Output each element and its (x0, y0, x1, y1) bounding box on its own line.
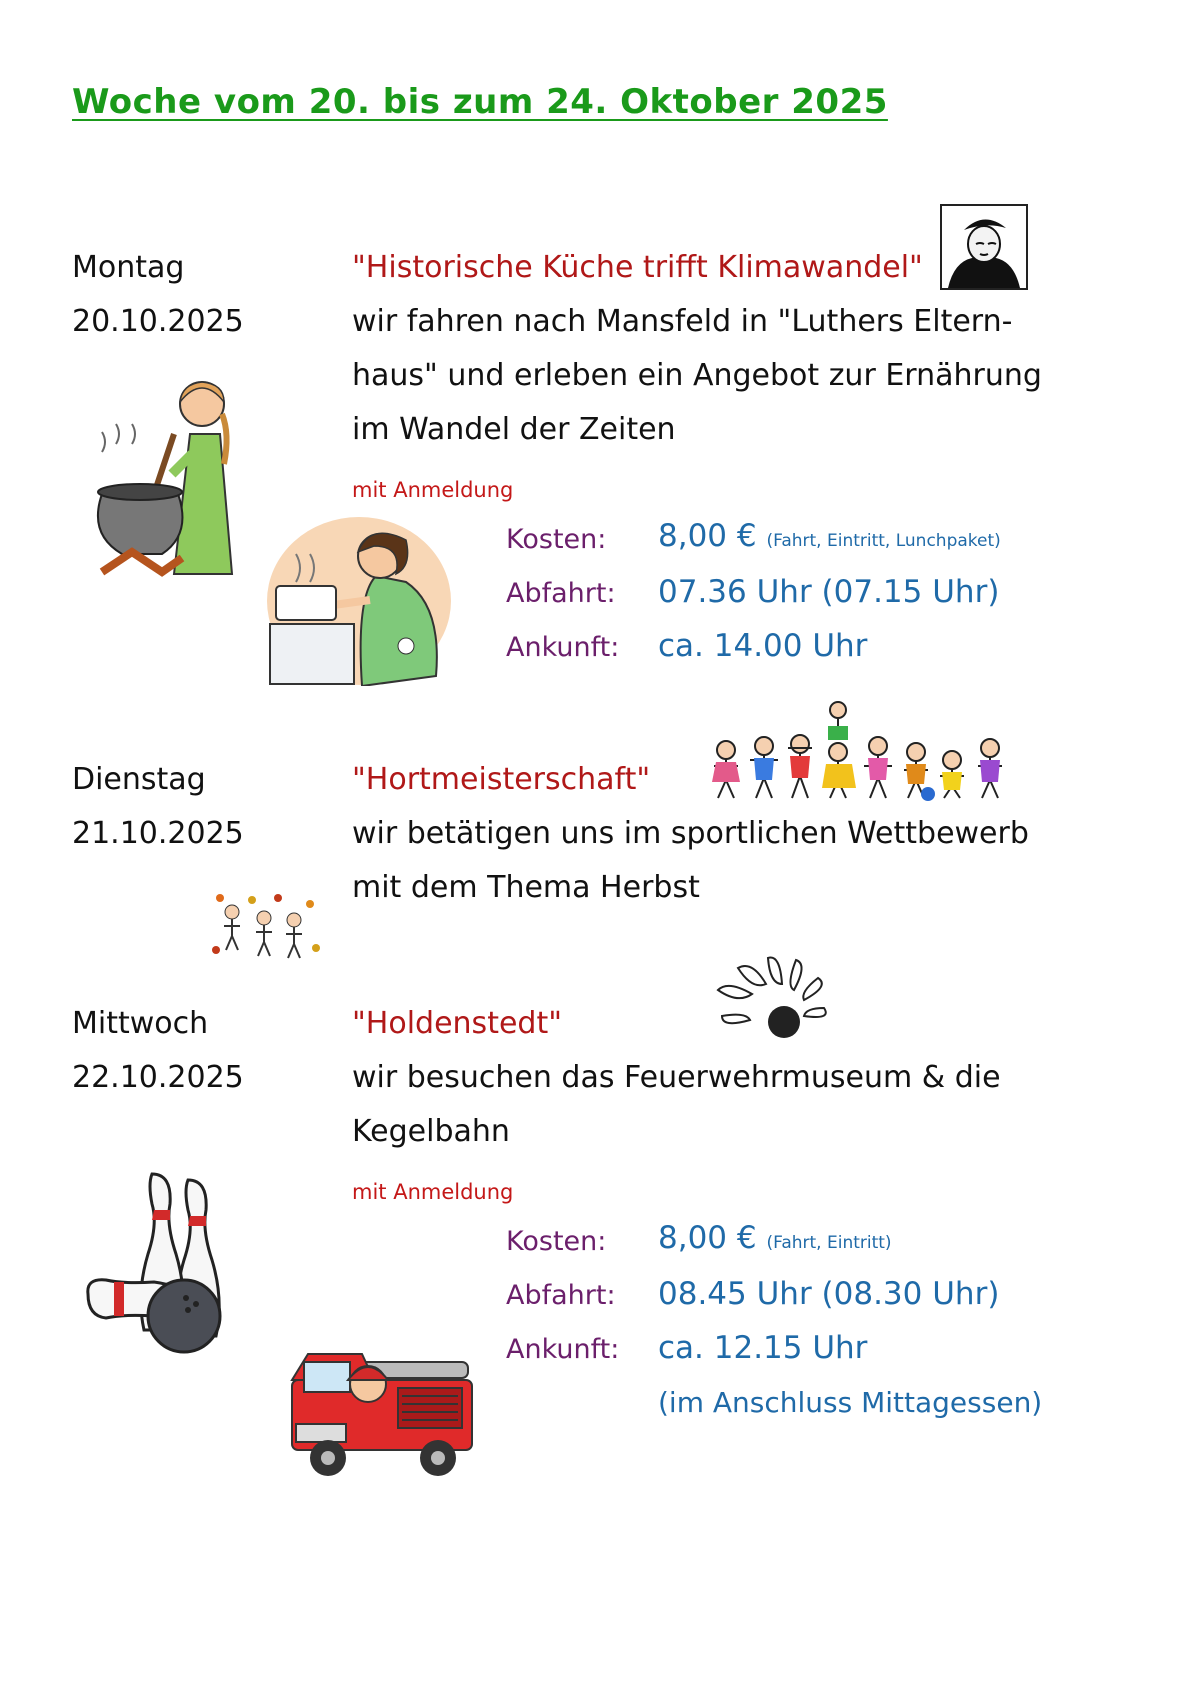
cooking-woman-icon (266, 516, 452, 686)
date-monday: 20.10.2025 (72, 304, 244, 339)
description-line: wir fahren nach Mansfeld in "Luthers Eltern- (352, 304, 1013, 339)
description-line: mit dem Thema Herbst (352, 870, 700, 905)
page-title: Woche vom 20. bis zum 24. Oktober 2025 (72, 82, 888, 122)
lunch-note: (im Anschluss Mittagessen) (658, 1386, 1043, 1419)
arrival-label: Ankunft: (506, 1334, 620, 1365)
autumn-kids-icon (212, 890, 324, 960)
cost-amount: 8,00 € (658, 1220, 757, 1256)
description-line: wir betätigen uns im sportlichen Wettbewerb (352, 816, 1029, 851)
cost-label: Kosten: (506, 1226, 607, 1257)
cost-label: Kosten: (506, 524, 607, 555)
description-line: im Wandel der Zeiten (352, 412, 676, 447)
cost-detail: (Fahrt, Eintritt, Lunchpaket) (766, 531, 1001, 551)
bowling-strike-icon (708, 950, 838, 1042)
date-tuesday: 21.10.2025 (72, 816, 244, 851)
fire-truck-icon (288, 1340, 476, 1482)
cost-detail: (Fahrt, Eintritt) (766, 1233, 892, 1253)
day-tuesday: Dienstag (72, 762, 206, 797)
cost-value (658, 518, 1001, 554)
departure-label: Abfahrt: (506, 578, 616, 609)
registration-note: mit Anmeldung (352, 478, 514, 502)
departure-label: Abfahrt: (506, 1280, 616, 1311)
day-monday: Montag (72, 250, 185, 285)
departure-value: 08.45 Uhr (08.30 Uhr) (658, 1276, 1000, 1312)
departure-value: 07.36 Uhr (07.15 Uhr) (658, 574, 1000, 610)
luther-portrait-icon (940, 204, 1028, 290)
date-wednesday: 22.10.2025 (72, 1060, 244, 1095)
description-line: wir besuchen das Feuerwehrmuseum & die (352, 1060, 1001, 1095)
day-wednesday: Mittwoch (72, 1006, 209, 1041)
event-title-monday: "Historische Küche trifft Klimawandel" (352, 250, 923, 285)
cost-value (658, 1220, 892, 1256)
arrival-value: ca. 14.00 Uhr (658, 628, 868, 664)
bowling-pins-icon (84, 1170, 256, 1360)
event-title-tuesday: "Hortmeisterschaft" (352, 762, 651, 797)
cost-amount: 8,00 € (658, 518, 757, 554)
description-line: Kegelbahn (352, 1114, 510, 1149)
event-title-wednesday: "Holdenstedt" (352, 1006, 563, 1041)
cauldron-girl-icon (82, 374, 238, 596)
registration-note: mit Anmeldung (352, 1180, 514, 1204)
arrival-value: ca. 12.15 Uhr (658, 1330, 868, 1366)
playing-children-icon (706, 700, 1022, 802)
arrival-label: Ankunft: (506, 632, 620, 663)
description-line: haus" und erleben ein Angebot zur Ernährung (352, 358, 1042, 393)
